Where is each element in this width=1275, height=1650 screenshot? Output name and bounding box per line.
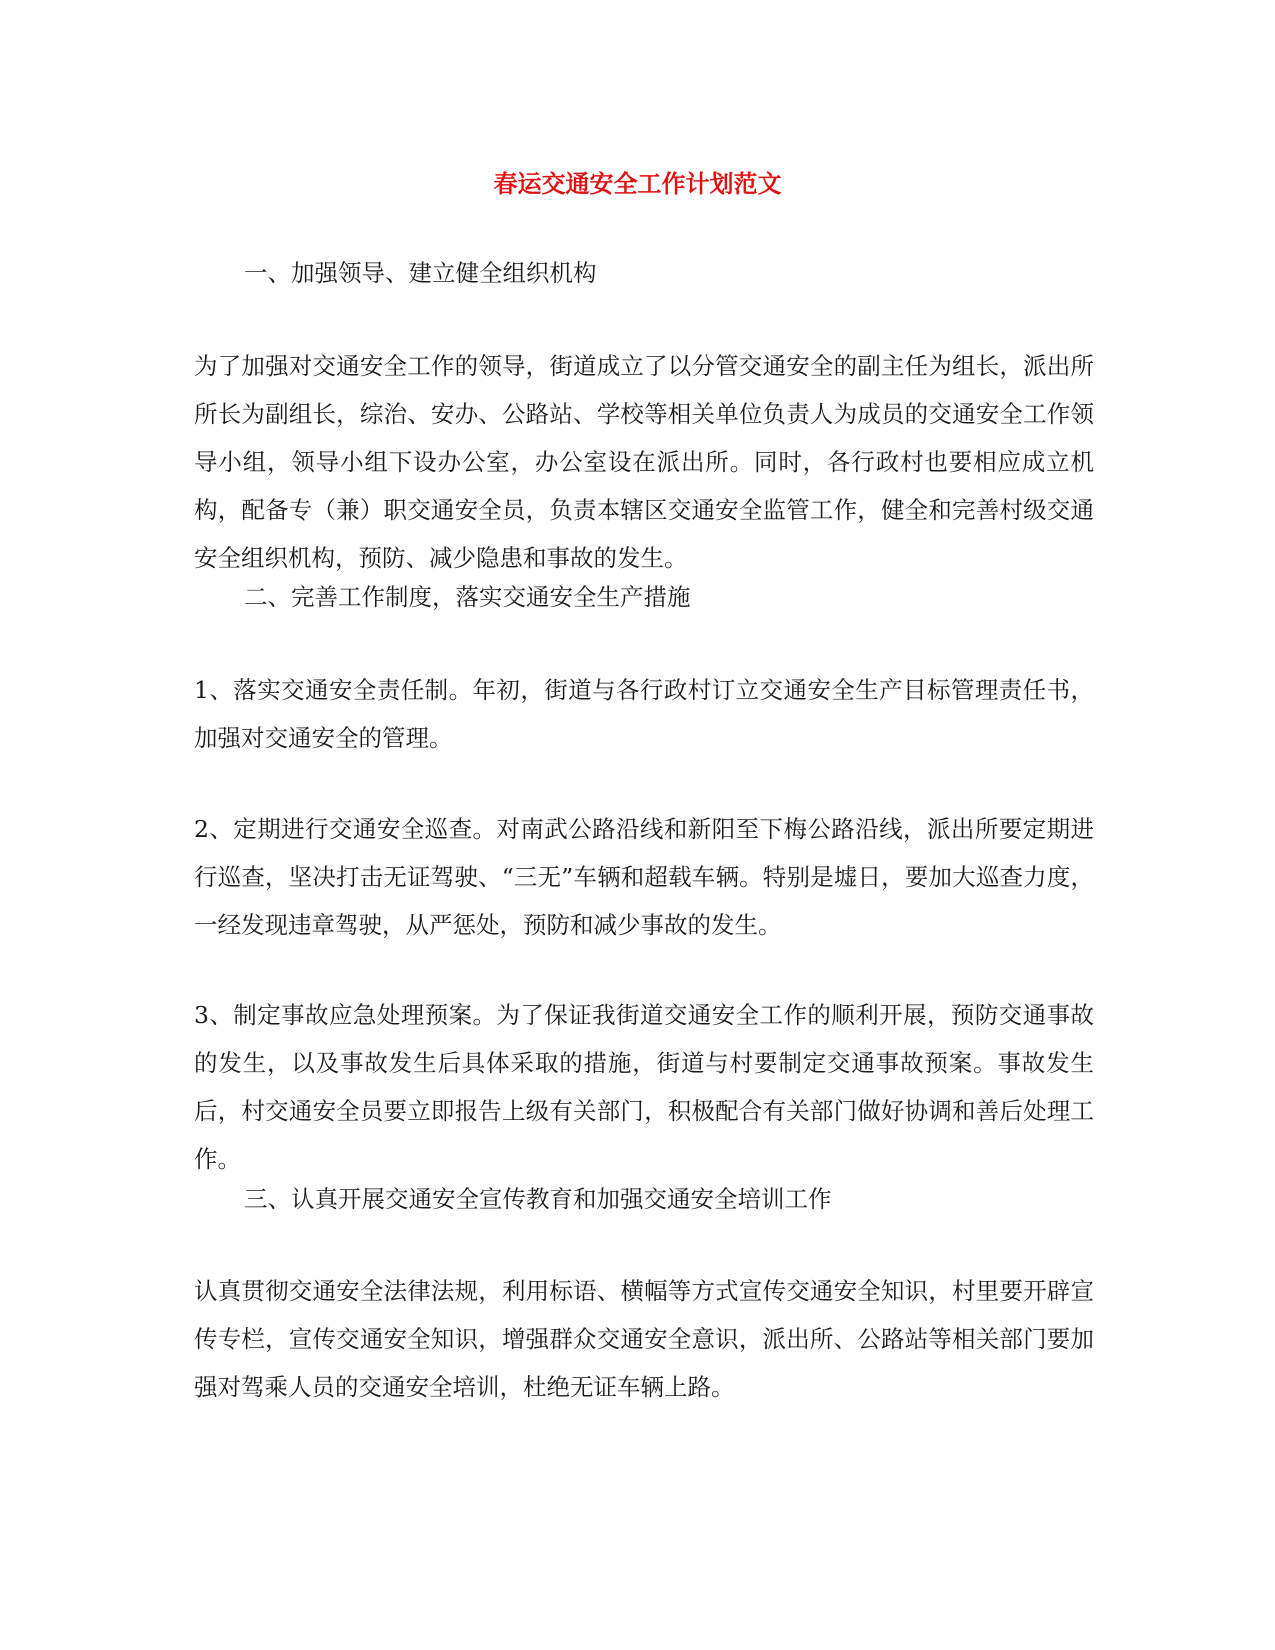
section-heading-1: 一、加强领导、建立健全组织机构	[244, 259, 597, 287]
section-heading-2: 二、完善工作制度，落实交通安全生产措施	[244, 583, 691, 611]
document-title: 春运交通安全工作计划范文	[493, 169, 782, 198]
section-2-paragraph-3: 3、制定事故应急处理预案。为了保证我街道交通安全工作的顺利开展，预防交通事故的发生，以及事故发生后具体采取的措施，街道与村要制定交通事故预案。事故发生后，村交通安全员要立即报告上级有关部门，积极配合有关部门做好协调和善后处理工作。	[194, 1001, 1094, 1173]
section-2-paragraph-2: 2、定期进行交通安全巡查。对南武公路沿线和新阳至下梅公路沿线，派出所要定期进行巡查，坚决打击无证驾驶、“三无”车辆和超载车辆。特别是墟日，要加大巡查力度，一经发现违章驾驶，从严惩处，预防和减少事故的发生。	[194, 815, 1094, 939]
section-3-paragraph-1: 认真贯彻交通安全法律法规，利用标语、横幅等方式宣传交通安全知识，村里要开辟宣传专栏，宣传交通安全知识，增强群众交通安全意识，派出所、公路站等相关部门要加强对驾乘人员的交通安全培训，杜绝无证车辆上路。	[194, 1277, 1094, 1401]
section-1-paragraph-1: 为了加强对交通安全工作的领导，街道成立了以分管交通安全的副主任为组长，派出所所长为副组长，综治、安办、公路站、学校等相关单位负责人为成员的交通安全工作领导小组，领导小组下设办公室，办公室设在派出所。同时，各行政村也要相应成立机构，配备专（兼）职交通安全员，负责本辖区交通安全监管工作，健全和完善村级交通安全组织机构，预防、减少隐患和事故的发生。	[194, 352, 1094, 572]
section-2-paragraph-1: 1、落实交通安全责任制。年初，街道与各行政村订立交通安全生产目标管理责任书，加强对交通安全的管理。	[194, 676, 1094, 752]
section-heading-3: 三、认真开展交通安全宣传教育和加强交通安全培训工作	[244, 1185, 832, 1213]
